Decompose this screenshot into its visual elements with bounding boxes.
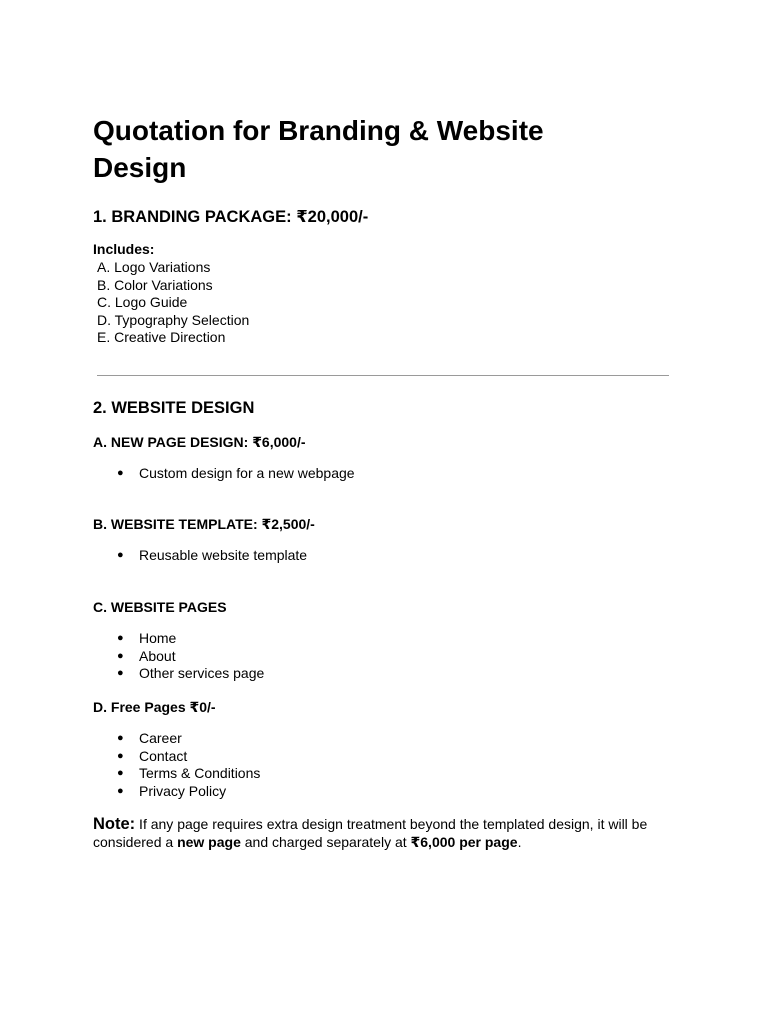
list-item-text: Terms & Conditions bbox=[139, 765, 261, 782]
bullet-icon: ● bbox=[117, 632, 124, 644]
list-item bbox=[93, 630, 264, 648]
branding-package-heading: 1. BRANDING PACKAGE: ₹20,000/- bbox=[93, 208, 369, 226]
list-item bbox=[93, 465, 355, 483]
free-pages-list bbox=[93, 730, 260, 800]
list-item-text: Reusable website template bbox=[139, 547, 308, 563]
list-item bbox=[93, 783, 260, 801]
list-item-text: Contact bbox=[139, 747, 188, 764]
list-item: A. Logo Variations bbox=[97, 259, 211, 275]
website-template-heading: B. WEBSITE TEMPLATE: ₹2,500/- bbox=[93, 516, 315, 532]
list-item bbox=[93, 748, 260, 766]
list-item bbox=[93, 648, 264, 666]
note-text: If any page requires extra design treatment beyond the templated design, it will be considered a bbox=[93, 816, 648, 850]
note-text: and charged separately at bbox=[240, 834, 411, 850]
list-item-text: Custom design for a new webpage bbox=[139, 465, 355, 481]
website-pages-heading: C. WEBSITE PAGES bbox=[93, 599, 227, 615]
bullet-icon: ● bbox=[117, 649, 124, 662]
list-item: C. Logo Guide bbox=[97, 294, 188, 311]
new-page-design-list bbox=[93, 465, 355, 483]
branding-items-list bbox=[93, 259, 249, 347]
list-item-text: Career bbox=[139, 730, 182, 746]
bullet-icon: ● bbox=[117, 767, 124, 780]
note-emphasis-new-page: new page bbox=[177, 834, 241, 850]
bullet-icon: ● bbox=[117, 749, 124, 762]
list-item-text: About bbox=[139, 647, 176, 664]
section-divider bbox=[97, 375, 669, 376]
bullet-icon: ● bbox=[117, 549, 124, 561]
list-item bbox=[93, 547, 307, 565]
list-item: B. Color Variations bbox=[97, 276, 213, 293]
bullet-icon: ● bbox=[117, 667, 124, 680]
list-item: D. Typography Selection bbox=[97, 311, 250, 328]
includes-label: Includes: bbox=[93, 241, 155, 257]
list-item-text: Privacy Policy bbox=[139, 782, 227, 799]
list-item-text: Home bbox=[139, 630, 177, 646]
list-item-text: Other services page bbox=[139, 665, 265, 682]
list-item bbox=[93, 765, 260, 783]
list-item bbox=[93, 730, 260, 748]
bullet-icon: ● bbox=[117, 732, 124, 744]
website-pages-list bbox=[93, 630, 264, 683]
note-text: . bbox=[517, 834, 522, 850]
note-paragraph bbox=[93, 815, 668, 851]
document-title: Quotation for Branding & Website Design bbox=[93, 115, 544, 183]
list-item bbox=[93, 665, 264, 683]
free-pages-heading: D. Free Pages ₹0/- bbox=[93, 699, 216, 715]
note-label: Note: bbox=[93, 815, 136, 833]
note-emphasis-price: ₹6,000 per page bbox=[410, 834, 518, 850]
list-item: E. Creative Direction bbox=[97, 329, 226, 346]
website-template-list bbox=[93, 547, 307, 565]
bullet-icon: ● bbox=[117, 467, 124, 479]
bullet-icon: ● bbox=[117, 784, 124, 797]
new-page-design-heading: A. NEW PAGE DESIGN: ₹6,000/- bbox=[93, 434, 306, 450]
website-design-heading: 2. WEBSITE DESIGN bbox=[93, 399, 255, 417]
